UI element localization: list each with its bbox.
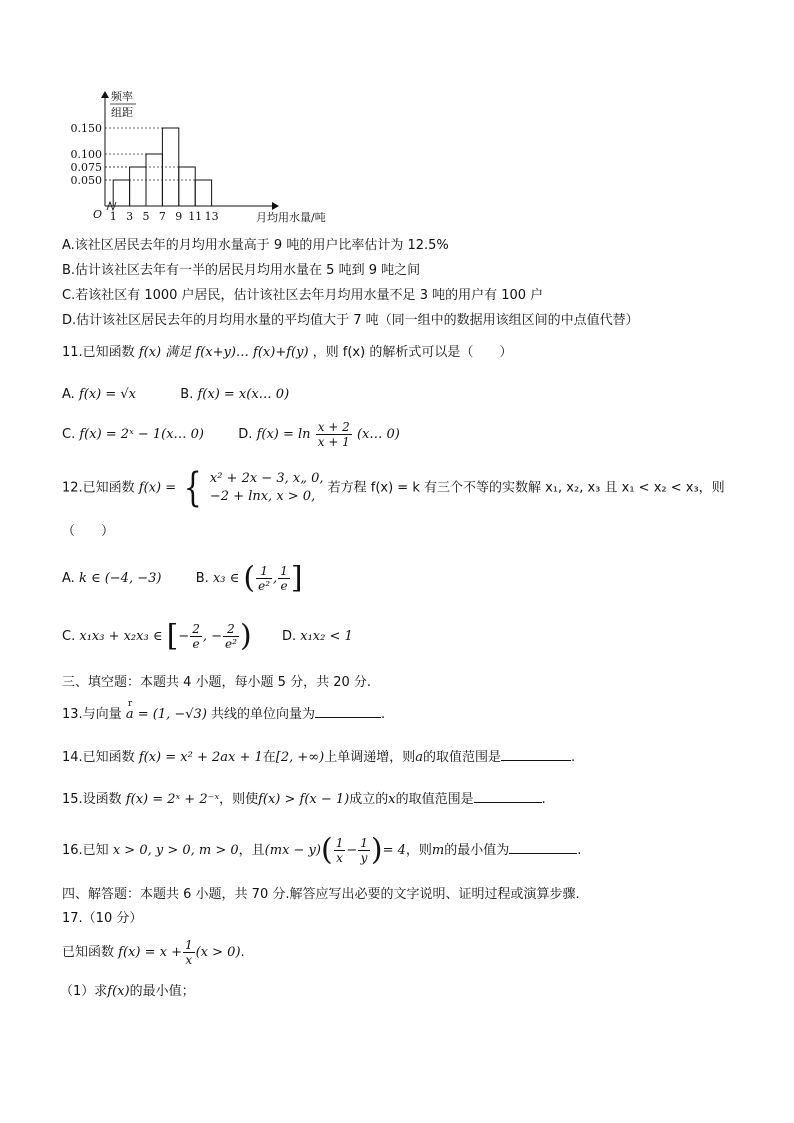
y-tick-label: 0.075 [70,161,102,174]
q12-options-ab: A. k ∈ (−4, −3) B. x₃ ∈ ( $\frac{1}{\text{e²}}$ , $\frac{1}{e}$ ] [62,560,303,596]
x-tick-label: 3 [126,210,134,223]
q10-option-c: C.若该社区有 1000 户居民，估计该社区去年月均用水量不足 3 吨的用户有 100 户 [62,288,544,303]
axis-break [107,202,116,210]
x-axis-label: 月均用水量/吨 [256,211,326,223]
q11-b-expr: f(x) = x(x… 0) [197,387,290,402]
histogram-chart [60,88,330,223]
q17-part-1: （1）求f(x)的最小值； [60,984,195,999]
q13: 13.与向量 r a = (1, −√3) 共线的单位向量为 . [62,699,386,722]
x-tick-label: 5 [142,210,150,223]
q14-answer-blank[interactable] [501,748,571,761]
histogram-bar [130,167,146,206]
y-tick-label: 0.050 [70,174,102,187]
q17-header: 17.（10 分） [62,911,143,926]
x-axis-arrow [272,202,279,210]
q15-answer-blank[interactable] [474,790,542,803]
q12-a-expr: k ∈ (−4, −3) [78,571,162,586]
q11-a-label: A. [62,387,75,402]
q15: 15.设函数 f(x) = 2ˣ + 2⁻ˣ，则使f(x) > f(x − 1)成立的x的取值范围是 . [62,792,546,807]
q11-d-label: D. [238,427,253,442]
y-axis-arrow [101,91,109,98]
y-tick-label: 0.150 [70,122,102,135]
y-axis-label-bottom: 组距 [111,106,133,119]
q12-options-cd: C. x₁x₃ + x₂x₃ ∈ [− $\frac{2}{e}$ , − $\frac{2}{\text{e²}}$ ) D. x₁x₂ < 1 [62,618,353,654]
q11-c-label: C. [62,427,76,442]
q17-stem: 已知函数 f(x) = x + $\frac{1}{x}$ (x > 0). [62,938,245,967]
q10-option-d: D.估计该社区居民去年的月均用水量的平均值大于 7 吨（同一组中的数据用该组区间的中点值代替） [62,313,639,328]
q11-d-fraction: $\frac{x + 2}{x + 1}$ [317,420,350,449]
y-axis-label-top: 频率 [111,90,133,103]
histogram-bar [195,180,211,206]
q13-answer-blank[interactable] [315,705,381,718]
x-tick-label: 9 [175,210,183,223]
q16: 16.已知 x > 0, y > 0, m > 0，且(mx − y)( $\frac{1}{x}$ − $\frac{1}{y}$ )= 4，则m的最小值为 . [62,832,582,868]
q10-option-a: A.该社区居民去年的月均用水量高于 9 吨的用户比率估计为 12.5% [62,238,449,253]
q11-options-cd: C. f(x) = 2ˣ − 1(x… 0) D. f(x) = ln $\frac{x + 2}{x + 1}$ (x… 0) [62,420,400,449]
q16-answer-blank[interactable] [509,841,577,854]
q11-a-expr: f(x) = √x [78,387,136,402]
vector-a: r a [125,699,134,722]
y-tick-label: 0.100 [70,148,102,161]
q10-option-b: B.估计该社区去年有一半的居民月均用水量在 5 吨到 9 吨之间 [62,263,421,278]
x-tick-label: 7 [158,210,166,223]
section-3-heading: 三、填空题：本题共 4 小题，每小题 5 分，共 20 分. [62,675,372,690]
q11-b-label: B. [180,387,194,402]
q14: 14.已知函数 f(x) = x² + 2ax + 1在[2, +∞)上单调递增，则a的取值范围是 . [62,750,576,765]
q12-paren: （ ） [62,524,115,539]
origin-label: O [93,208,103,221]
x-tick-label: 13 [204,210,219,223]
q11-stem: 11.已知函数 f(x) 满足 f(x+y)… f(x)+f(y) ，则 f(x) 的解析式可以是（ ） [62,345,513,360]
histogram-bar [179,167,195,206]
x-tick-label: 11 [188,210,203,223]
x-tick-label: 1 [109,210,117,223]
q11-options-ab [62,386,289,404]
q11-c-expr: f(x) = 2ˣ − 1(x… 0) [79,427,204,442]
q12-piecewise: x² + 2x − 3, x„ 0, −2 + lnx, x > 0, [209,471,324,504]
q12-stem: 12.已知函数 f(x) = { x² + 2x − 3, x„ 0, −2 + lnx, x > 0, 若方程 f(x) = k 有三个不等的实数解 x₁, x₂, x₃ 且 x₁ < x₂ < x₃，则 [62,465,725,511]
section-4-heading: 四、解答题：本题共 6 小题，共 70 分.解答应写出必要的文字说明、证明过程或演算步骤. [62,887,580,902]
